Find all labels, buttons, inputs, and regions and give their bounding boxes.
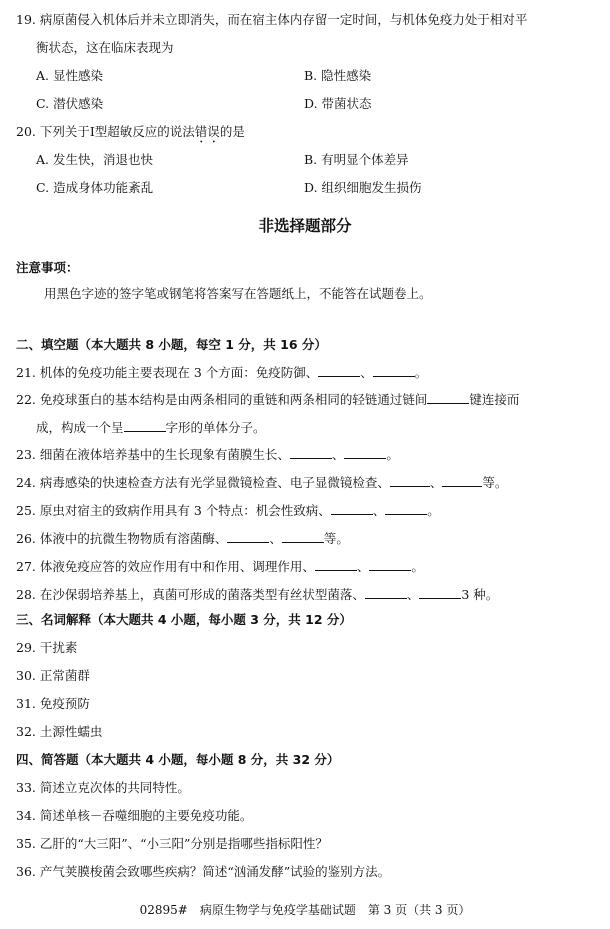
q25 [16,502,440,519]
q26-blank-1 [227,530,269,543]
q24 [16,474,507,491]
q27 [16,558,424,575]
short-answer-35: 35. 乙肝的“大三阳”、“小三阳”分别是指哪些指标阳性？ [16,836,328,851]
q22-line1 [16,391,519,408]
q24-blank-2 [442,474,482,487]
q22-text-c: 成，构成一个呈 [36,420,124,435]
q25-blank-1 [331,502,373,515]
notice-text: 用黑色字迹的签字笔或钢笔将答案写在答题纸上，不能答在试题卷上。 [44,286,432,301]
q28-text: 28. 在沙保弱培养基上，真菌可形成的菌落类型有丝状型菌落、 [16,587,365,602]
q20-option-a: A. 发生快，消退也快 [36,152,153,167]
q20-suffix: 的是 [219,124,245,139]
q25-end: 。 [427,503,440,518]
q19-option-a: A. 显性感染 [36,68,103,83]
q28-blank-2 [419,586,461,599]
q25-sep: 、 [372,503,386,518]
q27-blank-2 [369,558,411,571]
q24-text: 24. 病毒感染的快速检查方法有光学显微镜检查、电子显微镜检查、 [16,475,390,490]
q23-blank-2 [344,446,386,459]
q23 [16,446,399,463]
q20-option-d: D. 组织细胞发生损伤 [304,180,422,195]
part4-header: 四、简答题（本大题共 4 小题，每小题 8 分，共 32 分） [16,752,340,767]
q23-text: 23. 细菌在液体培养基中的生长现象有菌膜生长、 [16,447,290,462]
q21-blank-2 [373,364,415,377]
q28-blank-1 [365,586,407,599]
q21-end: 。 [414,365,428,380]
short-answer-36: 36. 产气荚膜梭菌会致哪些疾病？简述“汹涌发酵”试验的鉴别方法。 [16,864,391,879]
q19-line2: 衡状态，这在临床表现为 [36,40,174,55]
q22-blank-1 [427,391,469,404]
q27-text: 27. 体液免疫应答的效应作用有中和作用、调理作用、 [16,559,315,574]
q23-end: 。 [386,447,399,462]
q22-blank-2 [124,419,166,432]
short-answer-33: 33. 简述立克次体的共同特性。 [16,780,190,795]
q22-text-b: 键连接而 [469,392,520,407]
q20-option-c: C. 造成身体功能紊乱 [36,180,154,195]
q26-sep: 、 [269,531,282,546]
q26-blank-2 [282,530,324,543]
q21 [16,364,427,381]
q23-blank-1 [290,446,332,459]
q20-option-b: B. 有明显个体差异 [304,152,409,167]
q22-line2 [36,419,266,436]
q19-option-c: C. 潜伏感染 [36,96,104,111]
q22-text: 22. 免疫球蛋白的基本结构是由两条相同的重链和两条相同的轻链通过链间 [16,392,428,407]
q21-text: 21. 机体的免疫功能主要表现在 3 个方面：免疫防御、 [16,365,319,380]
q21-blank-1 [318,364,360,377]
term-item-30: 30. 正常菌群 [16,668,90,683]
q28-sep: 、 [406,587,420,602]
q25-text: 25. 原虫对宿主的致病作用具有 3 个特点：机会性致病、 [16,503,331,518]
term-item-31: 31. 免疫预防 [16,696,90,711]
q20-prefix: 20. 下列关于Ⅰ型超敏反应的说法 [16,124,195,139]
term-item-32: 32. 土源性蠕虫 [16,724,103,739]
q27-end: 。 [411,559,424,574]
q24-sep: 、 [429,475,443,490]
q21-sep: 、 [360,365,373,380]
page-footer: 02895# 病原生物学与免疫学基础试题 第 3 页（共 3 页） [139,903,471,917]
q20-stem [16,124,245,146]
short-answer-34: 34. 简述单核－吞噬细胞的主要免疫功能。 [16,808,253,823]
q27-blank-1 [315,558,357,571]
q24-blank-1 [390,474,430,487]
q19-option-b: B. 隐性感染 [304,68,372,83]
q20-emphasis: 错误 [194,124,220,139]
q24-end: 等。 [482,475,508,490]
notice-label: 注意事项： [16,260,79,275]
part2-header: 二、填空题（本大题共 8 小题，每空 1 分，共 16 分） [16,337,327,352]
q27-sep: 、 [356,559,370,574]
q25-blank-2 [385,502,427,515]
q28 [16,586,498,603]
q26-text: 26. 体液中的抗微生物物质有溶菌酶、 [16,531,228,546]
q22-text-d: 字形的单体分子。 [165,420,266,435]
q19-option-d: D. 带菌状态 [304,96,372,111]
part3-header: 三、名词解释（本大题共 4 小题，每小题 3 分，共 12 分） [16,612,352,627]
q26-end: 等。 [323,531,349,546]
section-title: 非选择题部分 [258,217,352,235]
q28-end: 3 种。 [461,587,499,602]
term-item-29: 29. 干扰素 [16,640,78,655]
q19-line1: 19. 病原菌侵入机体后并未立即消失，而在宿主体内存留一定时间，与机体免疫力处于相对平 [16,12,528,27]
q26 [16,530,349,547]
q23-sep: 、 [331,447,345,462]
